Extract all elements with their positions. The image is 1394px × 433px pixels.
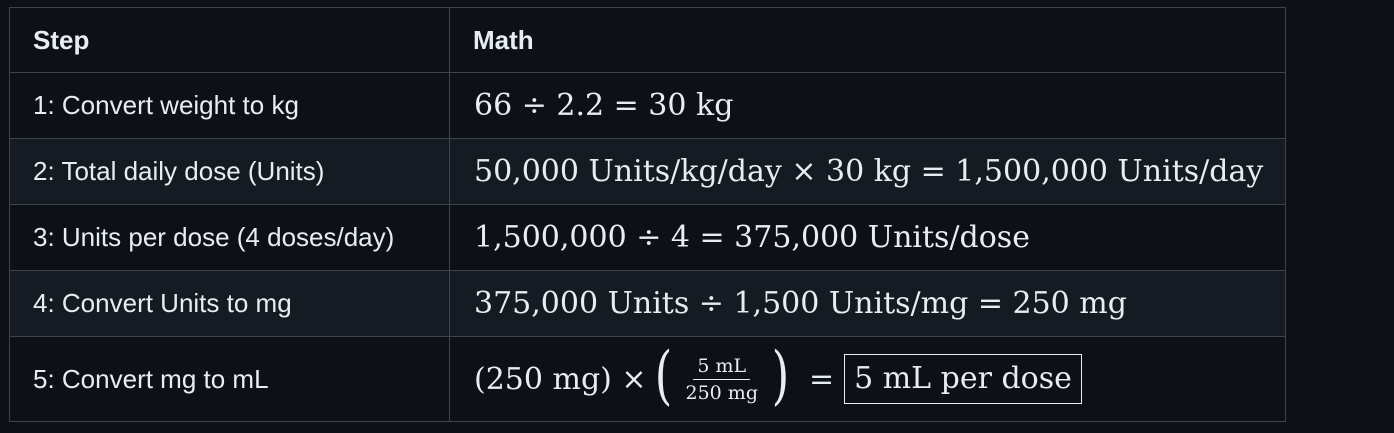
fraction-numerator: 5 mL — [693, 355, 750, 380]
equals-sign: = — [808, 361, 835, 397]
step-cell: 5: Convert mg to mL — [10, 337, 450, 422]
dosage-calculation-table — [9, 7, 1286, 422]
step-cell: 2: Total daily dose (Units) — [10, 139, 450, 205]
step-cell: 3: Units per dose (4 doses/day) — [10, 205, 450, 271]
fraction-denominator: 250 mg — [685, 381, 758, 404]
math-cell — [450, 337, 1286, 422]
math-cell: 66 ÷ 2.2 = 30 kg — [450, 73, 1286, 139]
header-step: Step — [10, 8, 450, 73]
table-row — [10, 73, 1286, 139]
math-cell: 50,000 Units/kg/day × 30 kg = 1,500,000 Units/day — [450, 139, 1286, 205]
header-math: Math — [450, 8, 1286, 73]
math-cell: 1,500,000 ÷ 4 = 375,000 Units/dose — [450, 205, 1286, 271]
boxed-result: 5 mL per dose — [844, 354, 1082, 404]
expression-lhs: (250 mg) × — [474, 361, 647, 397]
step-cell: 1: Convert weight to kg — [10, 73, 450, 139]
step-cell: 4: Convert Units to mg — [10, 271, 450, 337]
table-header-row — [10, 8, 1286, 73]
table-row — [10, 205, 1286, 271]
table-row — [10, 337, 1286, 422]
math-cell: 375,000 Units ÷ 1,500 Units/mg = 250 mg — [450, 271, 1286, 337]
left-paren: ( — [654, 339, 672, 413]
right-paren: ) — [771, 339, 790, 413]
conversion-fraction — [682, 355, 762, 404]
fraction-expression — [474, 339, 1082, 413]
table-row — [10, 139, 1286, 205]
table-row — [10, 271, 1286, 337]
